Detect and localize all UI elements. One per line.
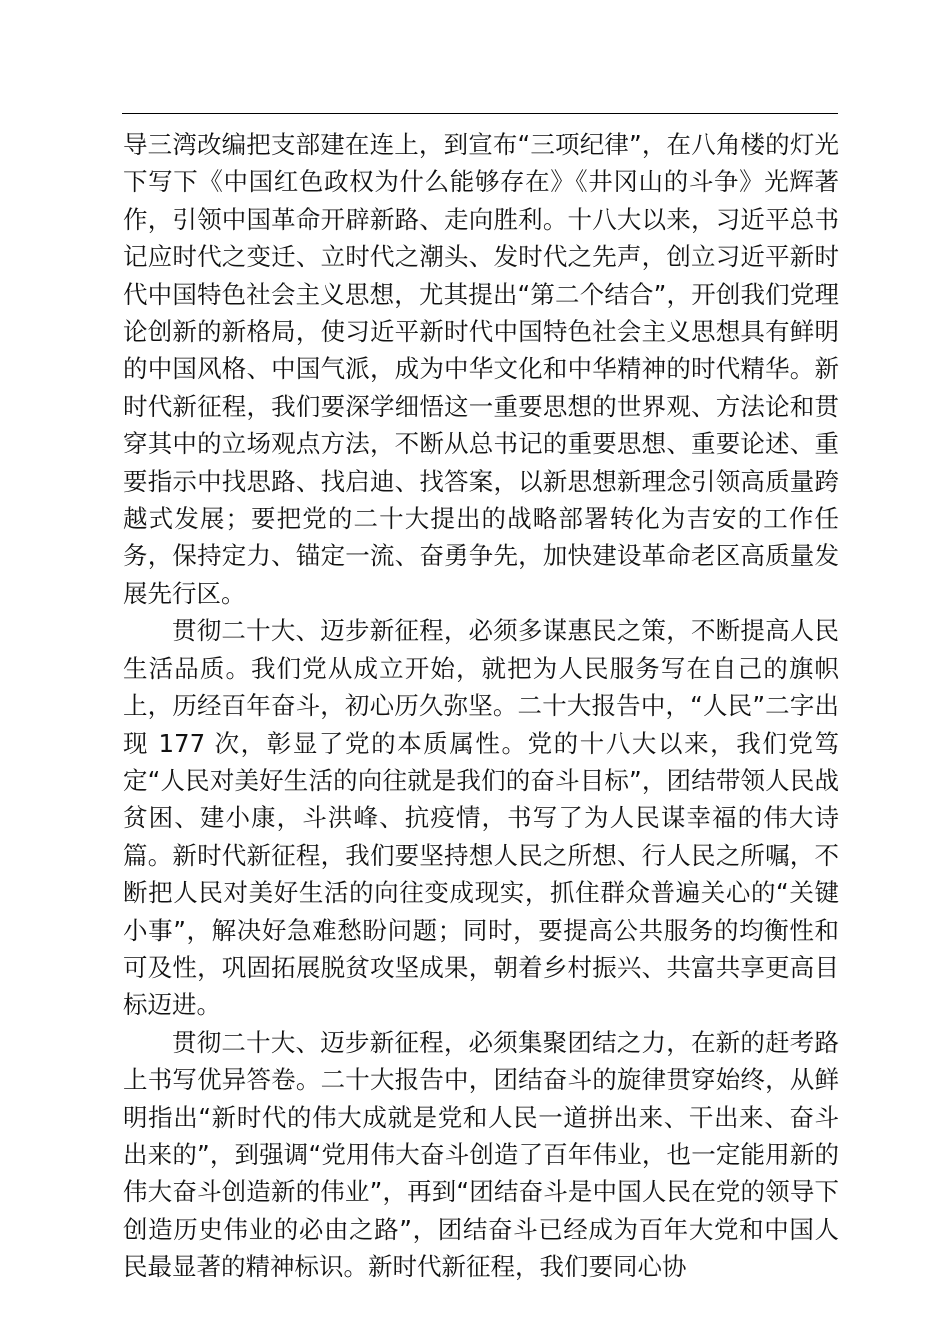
paragraph-continued: 导三湾改编把支部建在连上，到宣布“三项纪律”，在八角楼的灯光下写下《中国红色政权为什么能够存在》《井冈山的斗争》光辉著作，引领中国革命开辟新路、走向胜利。十八大以来，习近平总书记应时代之变迁、立时代之潮头、发时代之先声，创立习近平新时代中国特色社会主义思想，尤其提出“第二个结合”，开创我们党理论创新的新格局，使习近平新时代中国特色社会主义思想具有鲜明的中国风格、中国气派，成为中华文化和中华精神的时代精华。新时代新征程，我们要深学细悟这一重要思想的世界观、方法论和贯穿其中的立场观点方法，不断从总书记的重要思想、重要论述、重要指示中找思路、找启迪、找答案，以新思想新理念引领高质量跨越式发展；要把党的二十大提出的战略部署转化为吉安的工作任务，保持定力、锚定一流、奋勇争先，加快建设革命老区高质量发展先行区。	[123, 130, 839, 608]
document-body	[123, 126, 839, 1286]
header-rule	[122, 113, 838, 114]
paragraph-unity-struggle: 贯彻二十大、迈步新征程，必须集聚团结之力，在新的赶考路上书写优异答卷。二十大报告中，团结奋斗的旋律贯穿始终，从鲜明指出“新时代的伟大成就是党和人民一道拼出来、干出来、奋斗出来的”，到强调“党用伟大奋斗创造了百年伟业，也一定能用新的伟大奋斗创造新的伟业”，再到“团结奋斗是中国人民在党的领导下创造历史伟业的必由之路”，团结奋斗已经成为百年大党和中国人民最显著的精神标识。新时代新征程，我们要同心协	[123, 1027, 839, 1282]
paragraph-people-livelihood: 贯彻二十大、迈步新征程，必须多谋惠民之策，不断提高人民生活品质。我们党从成立开始，就把为人民服务写在自己的旗帜上，历经百年奋斗，初心历久弥坚。二十大报告中，“人民”二字出现 177 次，彰显了党的本质属性。党的十八大以来，我们党笃定“人民对美好生活的向往就是我们的奋斗目标”，团结带领人民战贫困、建小康，斗洪峰、抗疫情，书写了为人民谋幸福的伟大诗篇。新时代新征程，我们要坚持想人民之所想、行人民之所嘱，不断把人民对美好生活的向往变成现实，抓住群众普遍关心的“关键小事”，解决好急难愁盼问题；同时，要提高公共服务的均衡性和可及性，巩固拓展脱贫攻坚成果，朝着乡村振兴、共富共享更高目标迈进。	[123, 616, 839, 1020]
